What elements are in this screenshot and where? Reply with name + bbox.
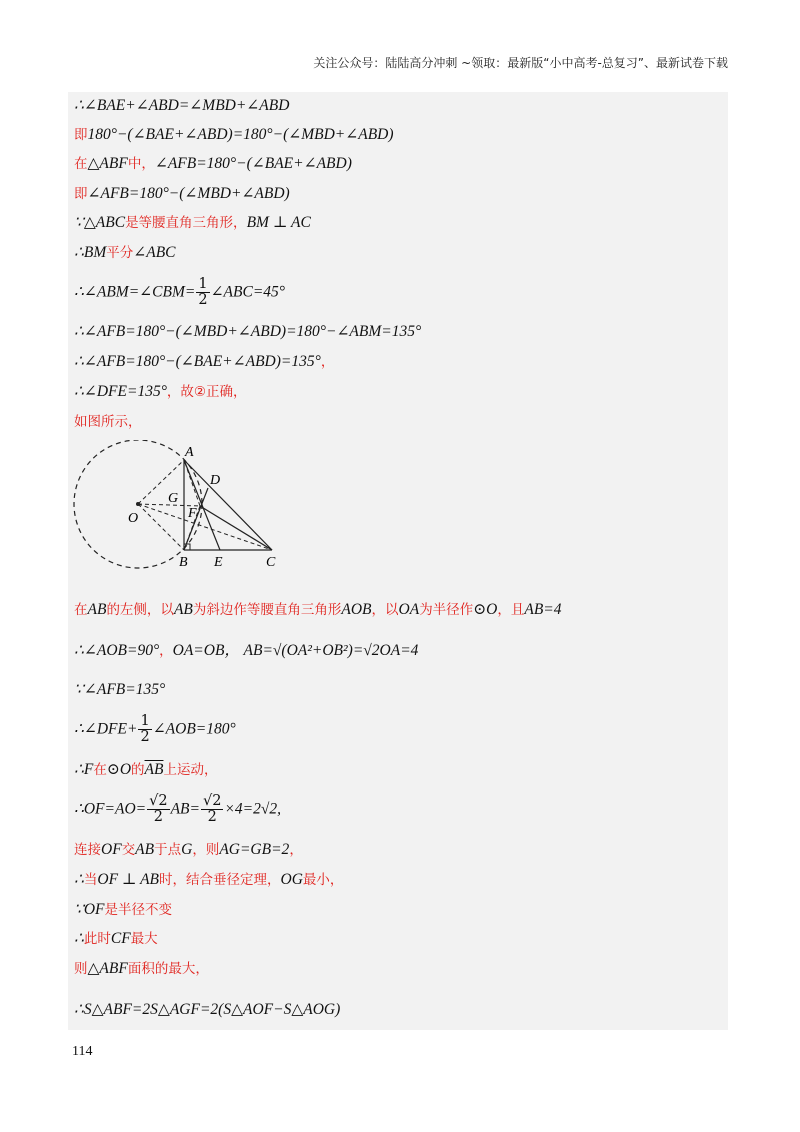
line-5: ∵△ABC是等腰直角三角形，BM ⊥ AC	[74, 214, 311, 231]
label-d: D	[210, 473, 221, 488]
line-18: 连接OF交AB于点G，则AG=GB=2，	[74, 841, 303, 858]
center-o-dot	[136, 502, 140, 506]
segment-ob	[138, 504, 184, 550]
page-header: 关注公众号：陆陆高分冲刺 ~领取：最新版“小中高考-总复习”、最新试卷下载	[313, 56, 728, 70]
line-3: 在△ABF中，∠AFB=180°−(∠BAE+∠ABD)	[74, 155, 352, 172]
label-e: E	[214, 555, 223, 570]
line-14: ∵∠AFB=135°	[74, 681, 166, 698]
segment-ac	[184, 460, 272, 550]
label-b: B	[179, 555, 188, 570]
line-20: ∵OF是半径不变	[74, 901, 173, 918]
line-17: ∴OF=AO= $\frac{√2}{2}$ AB= $\frac{√2}{2}$ ×4=2√2,	[74, 793, 282, 825]
label-o: O	[128, 511, 139, 526]
line-8: ∴∠AFB=180°−(∠MBD+∠ABD)=180°−∠ABM=135°	[74, 323, 422, 340]
label-c: C	[266, 555, 276, 570]
fraction-half-2: $\frac{1}{2}$	[140, 713, 150, 745]
geometry-figure	[72, 440, 292, 578]
page-number: 114	[72, 1044, 93, 1059]
line-11: 如图所示，	[74, 414, 142, 430]
fraction-sqrt2-over-2-b: $\frac{√2}{2}$	[202, 793, 222, 825]
line-1: ∴∠BAE+∠ABD=∠MBD+∠ABD	[74, 97, 290, 114]
line-9: ∴∠AFB=180°−(∠BAE+∠ABD)=135°，	[74, 353, 335, 370]
line-21: ∴此时CF最大	[74, 930, 158, 947]
label-a: A	[185, 445, 194, 460]
line-6: ∴BM平分∠ABC	[74, 244, 176, 261]
fraction-half: $\frac{1}{2}$	[198, 276, 208, 308]
line-22: 则△ABF面积的最大，	[74, 960, 209, 977]
line-12: 在AB的左侧，以AB为斜边作等腰直角三角形AOB，以OA为半径作⊙O，且AB=4	[74, 601, 562, 618]
line-10: ∴∠DFE=135°，故②正确，	[74, 383, 247, 400]
fraction-sqrt2-over-2: $\frac{√2}{2}$	[149, 793, 168, 825]
line-23: ∴S△ABF=2S△AGF=2(S△AOF−S△AOG)	[74, 1001, 341, 1018]
line-19: ∴当OF ⊥ AB时，结合垂径定理，OG最小，	[74, 871, 344, 888]
line-13: ∴∠AOB=90°，OA=OB， AB=√(OA²+OB²)=√2OA=4	[74, 642, 419, 659]
line-2: 即180°−(∠BAE+∠ABD)=180°−(∠MBD+∠ABD)	[74, 126, 394, 143]
line-15: ∴∠DFE+ $\frac{1}{2}$ ∠AOB=180°	[74, 713, 236, 745]
label-g: G	[168, 491, 179, 506]
label-f: F	[188, 506, 197, 521]
line-7: ∴∠ABM=∠CBM= $\frac{1}{2}$ ∠ABC=45°	[74, 276, 285, 308]
line-4: 即∠AFB=180°−(∠MBD+∠ABD)	[74, 185, 290, 202]
line-16: ∴F在⊙O的$\overline{AB}$上运动，	[74, 761, 218, 778]
